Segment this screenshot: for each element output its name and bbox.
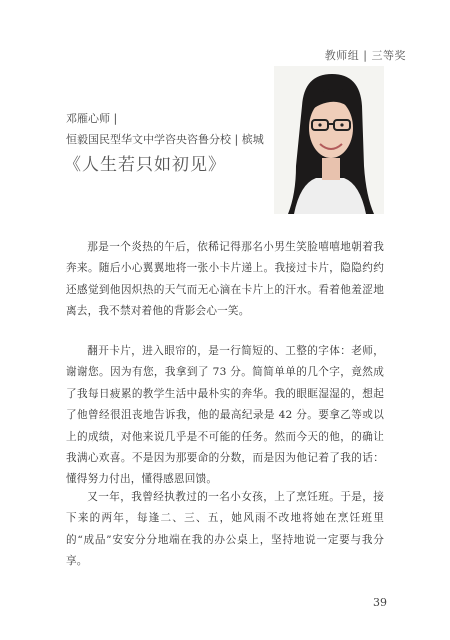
page-number: 39 bbox=[373, 596, 387, 609]
award-category: 教师组 | 三等奖 bbox=[324, 49, 406, 62]
author-school: 恒毅国民型华文中学咨央咨鲁分校 | 槟城 bbox=[66, 133, 264, 146]
author-portrait-image bbox=[274, 66, 384, 214]
author-name: 邓雁心师 | bbox=[66, 112, 118, 125]
author-photo bbox=[274, 66, 384, 214]
article-title: 《人生若只如初见》 bbox=[64, 155, 226, 175]
paragraph-2: 翻开卡片，进入眼帘的，是一行简短的、工整的字体：老师，谢谢您。因为有您，我拿到了 73 分。简简单单的几个字，竟然成了我每日疲累的教学生活中最朴实的奔华。我的眼眶湿湿的，想起了他曾经很沮丧地告诉我，他的最高纪录是 42 分。要拿乙等或以上的成绩，对他来说几乎是不可能的任务。然而今天的他，的确让我满心欢喜。不是因为那要命的分数，而是因为他记着了我的话：懂得努力付出，懂得感恩回馈。 bbox=[66, 345, 384, 486]
author-info bbox=[66, 108, 264, 150]
paragraph-1: 那是一个炎热的午后，依稀记得那名小男生笑脸嘻嘻地朝着我奔来。随后小心翼翼地将一张小卡片递上。我接过卡片，隐隐约约还感觉到他因炽热的天气而无心滴在卡片上的汗水。看着他羞涩地离去，我不禁对着他的背影会心一笑。 bbox=[66, 241, 384, 318]
paragraph-3: 又一年，我曾经执教过的一名小女孩，上了烹饪班。于是，接下来的两年，每逢二、三、五，她风雨不改地将她在烹饪班里的“成品”安安分分地端在我的办公桌上，坚持地说一定要与我分享。 bbox=[66, 491, 384, 568]
